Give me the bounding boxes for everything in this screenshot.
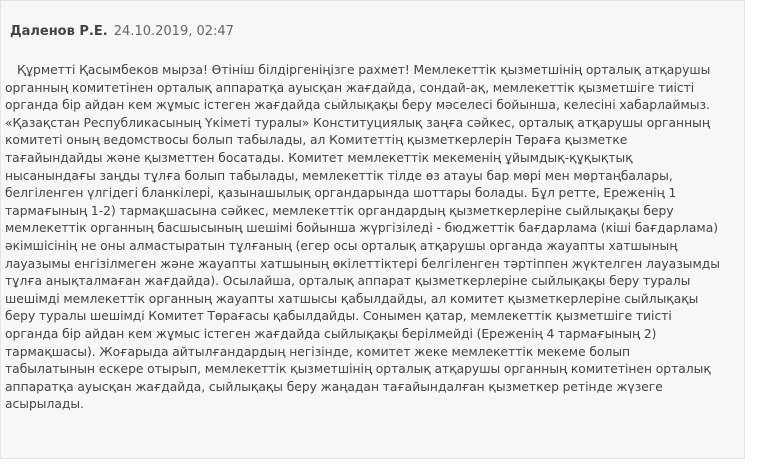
comment-header [10,23,234,41]
comment-author: Даленов Р.Е. [10,24,108,39]
comment-datetime: 24.10.2019, 02:47 [113,24,234,39]
comment-text: Құрметті Қасымбеков мырза! Өтініш білдіргеніңізге рахмет! Мемлекеттік қызметшінің орталық атқарушы органның комитетінен орталық аппаратқа ауысқан жағдайда, сондай-ақ, мемлекеттік қызметшіге тиісті органда бір айдан кем жұмыс істеген жағдайда сыйлықақы беру мәселесі бойынша, келесіні хабарлаймыз. «Қазақстан Республикасының Үкіметі туралы» Конституциялық заңға сәйкес, орталық атқарушы органның комитеті оның ведомствосы болып табылады, ал Комитеттің қызметкерлерін Төраға қызметке тағайындайды және қызметтен босатады. Комитет мемлекеттік мекеменің ұйымдық-құқықтық нысанындағы заңды тұлға болып табылады, мемлекеттік тілде өз атауы бар мөрі мен мөртаңбалары, белгіленген үлгідегі бланкілері, қазынашылық органдарында шоттары болады. Бұл ретте, Ереженің 1 тармағының 1-2) тармақшасына сәйкес, мемлекеттік органдардың қызметкерлеріне сыйлықақы беру мемлекеттік органның басшысының шешімі бойынша жүргізіледі - бюджеттік бағдарлама (кіші бағдарлама) әкімшісінің не оны алмастыратын тұлғаның (егер осы орталық атқарушы органда жауапты хатшының лауазымы енгізілмеген және жауапты хатшының өкілеттіктері белгіленген тәртіппен жүктелген лауазымды тұлға анықталмаған жағдайда). Осылайша, орталық аппарат қызметкерлеріне сыйлықақы беру туралы шешімді мемлекеттік органның жауапты хатшысы қабылдайды, ал комитет қызметкерлеріне сыйлықақы беру туралы шешімді Комитет Төрағасы қабылдайды. Сонымен қатар, мемлекеттік қызметшіге тиісті органда бір айдан кем жұмыс істеген жағдайда сыйлықақы берілмейді (Ереженің 4 тармағының 2) тармақшасы). Жоғарыда айтылғандардың негізінде, комитет жеке мемлекеттік мекеме болып табылатынын ескере отырып, мемлекеттік қызметшінің орталық атқарушы органның комитетінен орталық аппаратқа ауысқан жағдайда, сыйлықақы беру жаңадан тағайындалған қызметкер ретінде жүзеге асырылады. [5,63,720,412]
